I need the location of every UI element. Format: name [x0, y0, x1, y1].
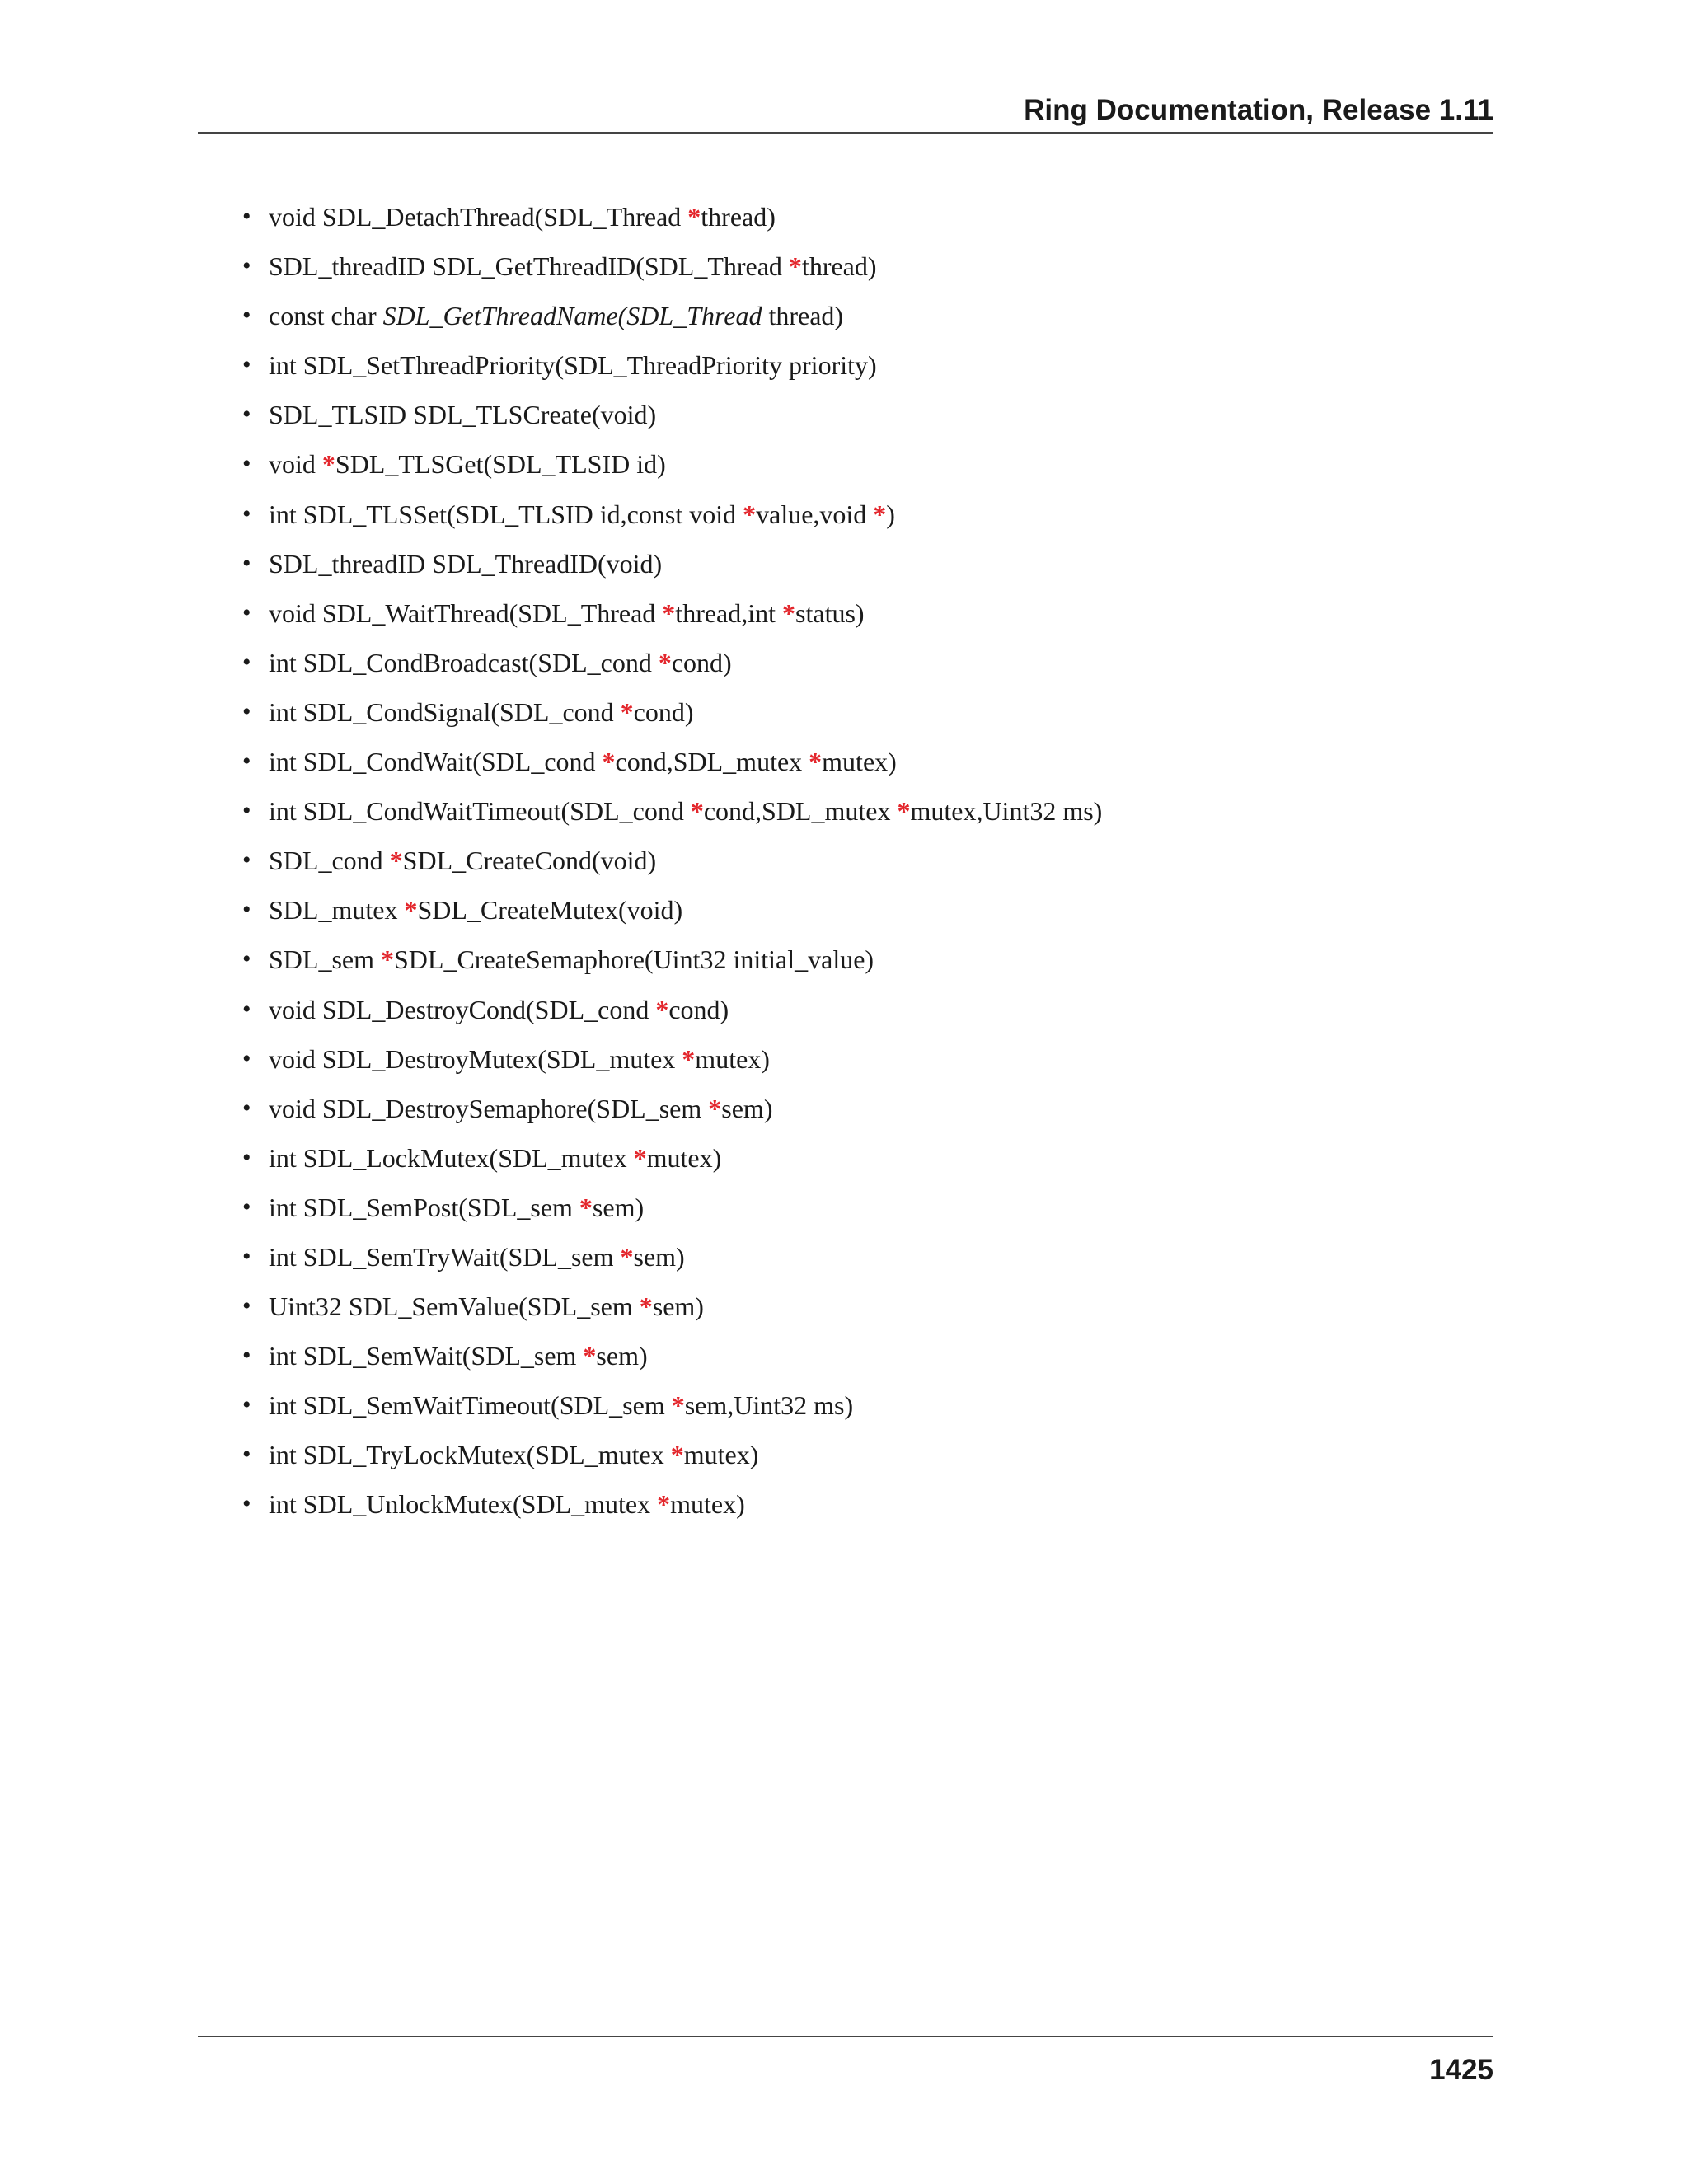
api-function-list — [239, 196, 1102, 1534]
pointer-asterisk: * — [788, 251, 802, 282]
signature-text: SDL_TLSID SDL_TLSCreate(void) — [269, 400, 657, 430]
bullet-icon: • — [242, 1044, 251, 1072]
page-footer — [198, 2036, 1493, 2086]
pointer-asterisk: * — [404, 895, 418, 926]
signature-text: SDL_CreateMutex(void) — [417, 895, 683, 926]
signature-text: void SDL_DestroyMutex(SDL_mutex — [269, 1043, 682, 1074]
signature-text: SDL_threadID SDL_GetThreadID(SDL_Thread — [269, 251, 789, 282]
bullet-icon: • — [242, 1143, 251, 1171]
signature-text: sem) — [596, 1341, 648, 1371]
bullet-icon: • — [242, 351, 251, 379]
list-item — [239, 741, 1102, 790]
signature-text: int SDL_SemWaitTimeout(SDL_sem — [269, 1390, 672, 1421]
bullet-icon: • — [242, 1193, 251, 1221]
pointer-asterisk: * — [655, 994, 669, 1024]
pointer-asterisk: * — [782, 598, 796, 628]
signature-text: ) — [886, 499, 895, 529]
list-item — [239, 543, 1102, 593]
signature-text: sem) — [652, 1291, 704, 1322]
list-item — [239, 1038, 1102, 1088]
pointer-asterisk: * — [897, 796, 911, 827]
bullet-icon: • — [242, 797, 251, 825]
list-item — [239, 593, 1102, 642]
bullet-icon: • — [242, 302, 251, 330]
list-item — [239, 1286, 1102, 1335]
signature-text: mutex) — [670, 1489, 745, 1520]
pointer-asterisk: * — [743, 499, 757, 529]
signature-text: cond) — [633, 696, 694, 727]
signature-text: thread) — [701, 202, 776, 232]
signature-text: void SDL_DetachThread(SDL_Thread — [269, 202, 688, 232]
bullet-icon: • — [242, 846, 251, 874]
bullet-icon: • — [242, 203, 251, 230]
bullet-icon: • — [242, 697, 251, 725]
signature-text: int SDL_CondWaitTimeout(SDL_cond — [269, 796, 691, 827]
bullet-icon: • — [242, 499, 251, 527]
signature-text: int SDL_CondBroadcast(SDL_cond — [269, 647, 659, 677]
signature-text: mutex) — [822, 747, 897, 777]
bullet-icon: • — [242, 748, 251, 776]
list-item — [239, 494, 1102, 543]
pointer-asterisk: * — [583, 1341, 597, 1371]
pointer-asterisk: * — [381, 944, 394, 975]
pointer-asterisk: * — [321, 449, 335, 480]
list-item — [239, 642, 1102, 691]
signature-text: void SDL_DestroySemaphore(SDL_sem — [269, 1093, 709, 1123]
list-item — [239, 840, 1102, 889]
signature-text: sem) — [633, 1241, 685, 1272]
bullet-icon: • — [242, 1441, 251, 1469]
signature-text: thread) — [801, 251, 877, 282]
list-item — [239, 246, 1102, 295]
signature-text: sem,Uint32 ms) — [684, 1390, 854, 1421]
page-header — [198, 92, 1493, 134]
pointer-asterisk: * — [671, 1390, 685, 1421]
signature-text: cond) — [671, 647, 732, 677]
signature-text: mutex) — [695, 1043, 770, 1074]
list-item — [239, 344, 1102, 394]
signature-text: int SDL_TLSSet(SDL_TLSID id,const void — [269, 499, 743, 529]
bullet-icon: • — [242, 648, 251, 676]
signature-text: SDL_threadID SDL_ThreadID(void) — [269, 548, 663, 579]
pointer-asterisk: * — [633, 1142, 647, 1173]
list-item — [239, 889, 1102, 939]
list-item — [239, 1236, 1102, 1286]
signature-text: mutex) — [646, 1142, 722, 1173]
bullet-icon: • — [242, 1242, 251, 1270]
signature-text: SDL_TLSGet(SDL_TLSID id) — [335, 449, 666, 480]
pointer-asterisk: * — [662, 598, 676, 628]
list-item — [239, 1088, 1102, 1137]
signature-text: SDL_mutex — [269, 895, 405, 926]
signature-text: thread) — [762, 301, 844, 331]
signature-text: int SDL_TryLockMutex(SDL_mutex — [269, 1440, 671, 1470]
list-item — [239, 1187, 1102, 1236]
signature-text: mutex,Uint32 ms) — [910, 796, 1103, 827]
signature-text: int SDL_SemPost(SDL_sem — [269, 1192, 579, 1222]
pointer-asterisk: * — [639, 1291, 653, 1322]
bullet-icon: • — [242, 1490, 251, 1518]
bullet-icon: • — [242, 1342, 251, 1370]
pointer-asterisk: * — [620, 696, 634, 727]
signature-text: void — [269, 449, 322, 480]
signature-text: SDL_CreateCond(void) — [402, 846, 657, 876]
pointer-asterisk: * — [873, 499, 887, 529]
signature-text: int SDL_SetThreadPriority(SDL_ThreadPriority priority) — [269, 350, 877, 381]
signature-text: void SDL_WaitThread(SDL_Thread — [269, 598, 663, 628]
list-item — [239, 1385, 1102, 1434]
bullet-icon: • — [242, 598, 251, 626]
pointer-asterisk: * — [708, 1093, 722, 1123]
signature-text: Uint32 SDL_SemValue(SDL_sem — [269, 1291, 640, 1322]
signature-text: SDL_CreateSemaphore(Uint32 initial_value) — [394, 944, 874, 975]
bullet-icon: • — [242, 896, 251, 924]
bullet-icon: • — [242, 401, 251, 429]
signature-text: sem) — [721, 1093, 773, 1123]
list-item — [239, 691, 1102, 741]
bullet-icon: • — [242, 549, 251, 577]
list-item — [239, 939, 1102, 988]
pointer-asterisk: * — [682, 1043, 696, 1074]
signature-text: cond,SDL_mutex — [703, 796, 898, 827]
list-item — [239, 1335, 1102, 1385]
signature-text: status) — [795, 598, 865, 628]
signature-text: mutex) — [683, 1440, 759, 1470]
pointer-asterisk: * — [620, 1241, 634, 1272]
list-item — [239, 443, 1102, 493]
signature-text: int SDL_CondWait(SDL_cond — [269, 747, 603, 777]
signature-emphasis: SDL_GetThreadName(SDL_Thread — [382, 301, 762, 331]
list-item — [239, 196, 1102, 246]
signature-text: cond,SDL_mutex — [615, 747, 809, 777]
signature-text: cond) — [668, 994, 729, 1024]
list-item — [239, 989, 1102, 1038]
pointer-asterisk: * — [389, 846, 403, 876]
signature-text: int SDL_CondSignal(SDL_cond — [269, 696, 621, 727]
pointer-asterisk: * — [670, 1440, 684, 1470]
signature-text: const char — [269, 301, 383, 331]
signature-text: int SDL_LockMutex(SDL_mutex — [269, 1142, 634, 1173]
list-item — [239, 1434, 1102, 1483]
bullet-icon: • — [242, 1391, 251, 1419]
bullet-icon: • — [242, 252, 251, 280]
pointer-asterisk: * — [658, 647, 672, 677]
list-item — [239, 295, 1102, 344]
signature-text: int SDL_UnlockMutex(SDL_mutex — [269, 1489, 658, 1520]
pointer-asterisk: * — [657, 1489, 671, 1520]
bullet-icon: • — [242, 450, 251, 478]
signature-text: SDL_cond — [269, 846, 390, 876]
pointer-asterisk: * — [579, 1192, 593, 1222]
signature-text: value,void — [756, 499, 874, 529]
page-number: 1425 — [1429, 2054, 1493, 2086]
bullet-icon: • — [242, 995, 251, 1023]
document-title: Ring Documentation, Release 1.11 — [1024, 94, 1493, 126]
list-item — [239, 790, 1102, 840]
bullet-icon: • — [242, 1292, 251, 1320]
pointer-asterisk: * — [690, 796, 704, 827]
list-item — [239, 394, 1102, 443]
signature-text: int SDL_SemWait(SDL_sem — [269, 1341, 584, 1371]
signature-text: int SDL_SemTryWait(SDL_sem — [269, 1241, 621, 1272]
bullet-icon: • — [242, 1094, 251, 1122]
list-item — [239, 1137, 1102, 1187]
pointer-asterisk: * — [687, 202, 701, 232]
signature-text: void SDL_DestroyCond(SDL_cond — [269, 994, 656, 1024]
signature-text: sem) — [592, 1192, 645, 1222]
pointer-asterisk: * — [809, 747, 823, 777]
list-item — [239, 1483, 1102, 1533]
signature-text: thread,int — [675, 598, 783, 628]
bullet-icon: • — [242, 945, 251, 973]
pointer-asterisk: * — [602, 747, 616, 777]
signature-text: SDL_sem — [269, 944, 381, 975]
